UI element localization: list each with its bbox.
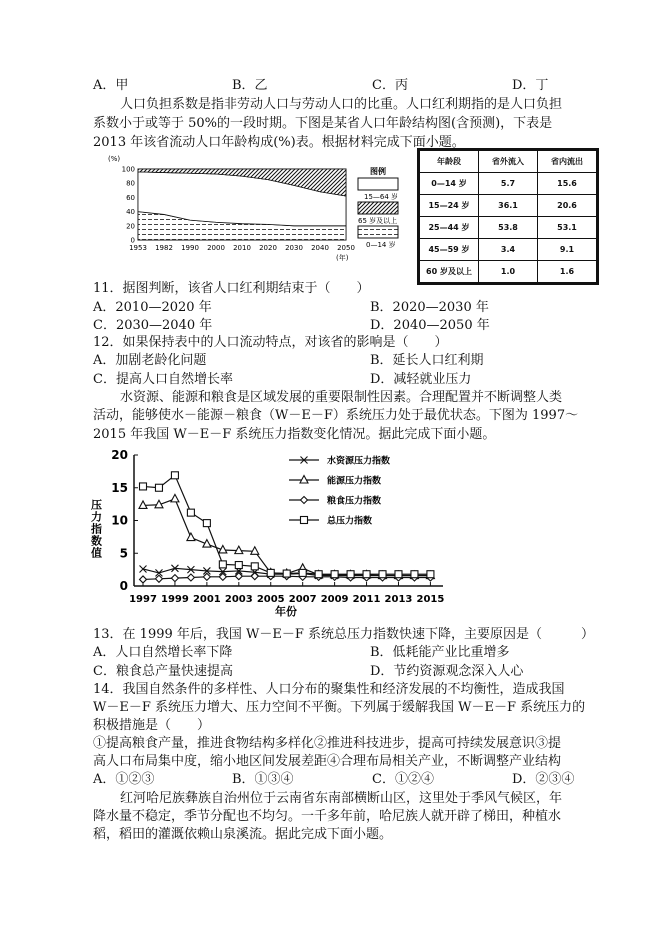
wef-y-tick-label: 15: [111, 480, 128, 495]
passage1-line3: 2013 年该省流动人口年龄构成(%)表。根据材料完成下面小题。: [93, 135, 465, 150]
wef-x-tick-label: 2007: [288, 594, 317, 605]
flow-population-table: [419, 150, 597, 283]
area-x-tick-label: 2040: [311, 244, 329, 252]
table-cell: 0—14 岁: [420, 173, 479, 195]
passage1-line2: 系数小于或等于 50%的一段时期。下图是某省人口年龄结构图(含预测)，下表是: [93, 116, 553, 131]
wef-x-tick-label: 2011: [352, 594, 381, 605]
passage3-line3: 稻，稻田的灌溉依赖山泉溪流。据此完成下面小题。: [93, 827, 393, 842]
table-header-cell: 省内流出: [538, 151, 597, 173]
q14-option-c[interactable]: C．①②④: [372, 772, 434, 787]
legend-triangle-marker: [300, 476, 308, 484]
wef-x-tick-label: 2003: [224, 594, 253, 605]
area-x-tick-label: 2020: [259, 244, 277, 252]
table-header-cell: 年龄段: [420, 151, 479, 173]
table-row: [420, 173, 597, 195]
wef-point-triangle-marker: [251, 547, 259, 555]
wef-x-tick-label: 2015: [416, 594, 445, 605]
q10-option-a[interactable]: A．甲: [93, 78, 129, 93]
wef-point-square-marker: [331, 571, 338, 578]
q10-option-d[interactable]: D．丁: [512, 78, 549, 93]
wef-x-label: 年份: [275, 605, 297, 618]
wef-point-diamond-marker: [171, 575, 178, 582]
table-cell: 9.1: [538, 239, 597, 261]
q14-statements-line1: ①提高粮食产量，推进食物结构多样化②推进科技进步，提高可持续发展意识③提: [93, 736, 562, 751]
legend-label-65plus: 65 岁及以上: [358, 217, 398, 225]
wef-y-label: 压力指数值: [89, 499, 103, 559]
q10-option-b[interactable]: B．乙: [232, 78, 268, 93]
table-cell: 1.0: [479, 261, 538, 283]
q11-stem: 11．据图判断，该省人口红利期结束于（ ）: [93, 281, 370, 296]
wef-pressure-chart: [89, 447, 453, 622]
table-cell: 3.4: [479, 239, 538, 261]
wef-point-triangle-marker: [187, 533, 195, 541]
table-cell: 15—24 岁: [420, 195, 479, 217]
legend-swatch-15-64: [358, 178, 398, 190]
wef-point-square-marker: [203, 520, 210, 527]
wef-y-tick-label: 0: [119, 579, 128, 593]
table-cell: 53.8: [479, 217, 538, 239]
legend-swatch-65plus: [358, 202, 398, 214]
passage2-line1: 水资源、能源和粮食是区域发展的重要限制性因素。合理配置并不断调整人类: [120, 390, 563, 405]
wef-series-group: [139, 494, 434, 578]
wef-point-square-marker: [347, 571, 354, 578]
table-cell: 36.1: [479, 195, 538, 217]
q11-option-c[interactable]: C．2030—2040 年: [93, 318, 213, 333]
wef-point-square-marker: [251, 563, 258, 570]
area-x-tick-label: 2010: [233, 244, 251, 252]
wef-point-square-marker: [427, 571, 434, 578]
q13-option-d[interactable]: D．节约资源观念深入人心: [370, 664, 524, 679]
q14-stem-line3: 积极措施是（ ）: [93, 718, 211, 733]
wef-point-square-marker: [235, 562, 242, 569]
area-y-tick-label: 80: [126, 179, 135, 188]
table-cell: 15.6: [538, 173, 597, 195]
wef-point-square-marker: [395, 571, 402, 578]
area-x-tick-label: 1953: [129, 244, 147, 252]
wef-x-tick-label: 2001: [192, 594, 221, 605]
area-x-tick-label: 2030: [285, 244, 303, 252]
area-y-tick-label: 20: [126, 222, 135, 231]
table-cell: 60 岁及以上: [420, 261, 479, 283]
q14-stem-line2: W－E－F 系统压力增大、压力空间不平衡。下列属于缓解我国 W－E－F 系统压力的: [93, 700, 586, 715]
table-row: [420, 239, 597, 261]
table-cell: 53.1: [538, 217, 597, 239]
q10-option-c[interactable]: C．丙: [372, 78, 408, 93]
wef-legend-label: 能源压力指数: [327, 476, 382, 487]
table-cell: 1.6: [538, 261, 597, 283]
wef-point-diamond-marker: [140, 576, 147, 583]
wef-point-diamond-marker: [251, 573, 258, 580]
area-x-tick-label: 1990: [181, 244, 199, 252]
table-cell: 45—59 岁: [420, 239, 479, 261]
wef-point-triangle-marker: [235, 546, 243, 554]
legend-title: 图例: [370, 167, 386, 176]
wef-point-diamond-marker: [187, 574, 194, 581]
legend-swatch-0-14: [358, 226, 398, 238]
table-header-cell: 省外流入: [479, 151, 538, 173]
wef-point-square-marker: [155, 484, 162, 491]
wef-point-square-marker: [315, 571, 322, 578]
wef-point-triangle-marker: [139, 501, 147, 509]
area-y-tick-label: 100: [121, 165, 135, 174]
q14-stem-line1: 14．我国自然条件的多样性、人口分布的聚集性和经济发展的不均衡性，造成我国: [93, 682, 565, 697]
q11-option-d[interactable]: D．2040—2050 年: [370, 318, 490, 333]
q13-option-c[interactable]: C．粮食总产量快速提高: [93, 664, 233, 679]
area-y-tick-label: 40: [126, 208, 135, 217]
table-cell: 25—44 岁: [420, 217, 479, 239]
wef-point-square-marker: [363, 571, 370, 578]
wef-point-diamond-marker: [203, 573, 210, 580]
q14-statements-line2: 高人口布局集中度，缩小地区间发展差距④合理布局相关产业，不断调整产业结构: [93, 754, 562, 769]
table-row: [420, 195, 597, 217]
area-x-tick-label: 2050: [337, 244, 355, 252]
q12-option-a[interactable]: A．加剧老龄化问题: [93, 353, 207, 368]
wef-legend-label: 总压力指数: [327, 516, 373, 527]
q13-stem: 13．在 1999 年后，我国 W－E－F 系统总压力指数快速下降，主要原因是（ ）: [93, 627, 595, 642]
q14-option-d[interactable]: D．②③④: [512, 772, 575, 787]
table-header-row: [420, 151, 597, 173]
legend-label-0-14: 0—14 岁: [366, 241, 396, 249]
area-y-tick-label: 60: [126, 193, 135, 202]
wef-point-square-marker: [411, 571, 418, 578]
wef-y-tick-label: 20: [111, 448, 128, 462]
wef-x-tick-label: 2013: [384, 594, 413, 605]
legend-diamond-marker: [301, 497, 308, 504]
area-y-tick-label: 0: [130, 236, 135, 245]
legend-square-marker: [301, 517, 308, 524]
wef-point-square-marker: [219, 561, 226, 568]
passage2-line2: 活动，能够使水－能源－粮食（W－E－F）系统压力处于最优状态。下图为 1997～: [93, 408, 579, 423]
wef-point-square-marker: [283, 570, 290, 577]
wef-point-square-marker: [267, 569, 274, 576]
passage3-line2: 降水量不稳定，季节分配也不均匀。一千多年前，哈尼族人就开辟了梯田，种植水: [93, 809, 562, 824]
wef-y-tick-label: 10: [111, 513, 128, 528]
legend-label-15-64: 15—64 岁: [364, 193, 399, 201]
wef-legend-label: 粮食压力指数: [327, 496, 382, 507]
wef-x-tick-label: 2009: [320, 594, 349, 605]
wef-x-tick-label: 1997: [129, 594, 157, 605]
table-row: [420, 217, 597, 239]
wef-legend-label: 水资源压力指数: [327, 456, 391, 467]
q11-option-b[interactable]: B．2020—2030 年: [370, 300, 489, 315]
q11-option-a[interactable]: A．2010—2020 年: [93, 300, 212, 315]
wef-x-tick-label: 2005: [256, 594, 285, 605]
wef-point-square-marker: [379, 571, 386, 578]
wef-point-triangle-marker: [171, 494, 179, 502]
q13-option-b[interactable]: B．低耗能产业比重增多: [370, 645, 510, 660]
age-structure-chart: [88, 152, 414, 264]
wef-series-group: [140, 472, 434, 578]
q13-option-a[interactable]: A．人口自然增长率下降: [93, 645, 233, 660]
q12-stem: 12．如果保持表中的人口流动特点，对该省的影响是（ ）: [93, 335, 448, 350]
q14-option-b[interactable]: B．①③④: [232, 772, 294, 787]
area-x-tick-label: 1982: [155, 244, 173, 252]
table-cell: 20.6: [538, 195, 597, 217]
wef-point-diamond-marker: [155, 575, 162, 582]
table-cell: 5.7: [479, 173, 538, 195]
q14-option-a[interactable]: A．①②③: [93, 772, 155, 787]
table-row: [420, 261, 597, 283]
wef-point-square-marker: [140, 483, 147, 490]
area-x-unit: (年): [336, 254, 349, 262]
passage1-line1: 人口负担系数是指非劳动人口与劳动人口的比重。人口红利期指的是人口负担: [120, 97, 563, 112]
passage3-line1: 红河哈尼族彝族自治州位于云南省东南部横断山区，这里处于季风气候区，年: [120, 791, 563, 806]
wef-point-square-marker: [171, 472, 178, 479]
area-y-unit: (%): [108, 155, 121, 163]
wef-series-line: [143, 499, 430, 576]
q12-option-b[interactable]: B．延长人口红利期: [370, 353, 484, 368]
q12-option-c[interactable]: C．提高人口自然增长率: [93, 372, 233, 387]
q12-option-d[interactable]: D．减轻就业压力: [370, 372, 472, 387]
passage2-line3: 2015 年我国 W－E－F 系统压力指数变化情况。据此完成下面小题。: [93, 427, 496, 442]
wef-y-tick-label: 5: [119, 546, 128, 561]
wef-point-square-marker: [299, 569, 306, 576]
area-x-tick-label: 2000: [207, 244, 225, 252]
wef-point-square-marker: [187, 509, 194, 516]
wef-x-tick-label: 1999: [161, 594, 189, 605]
